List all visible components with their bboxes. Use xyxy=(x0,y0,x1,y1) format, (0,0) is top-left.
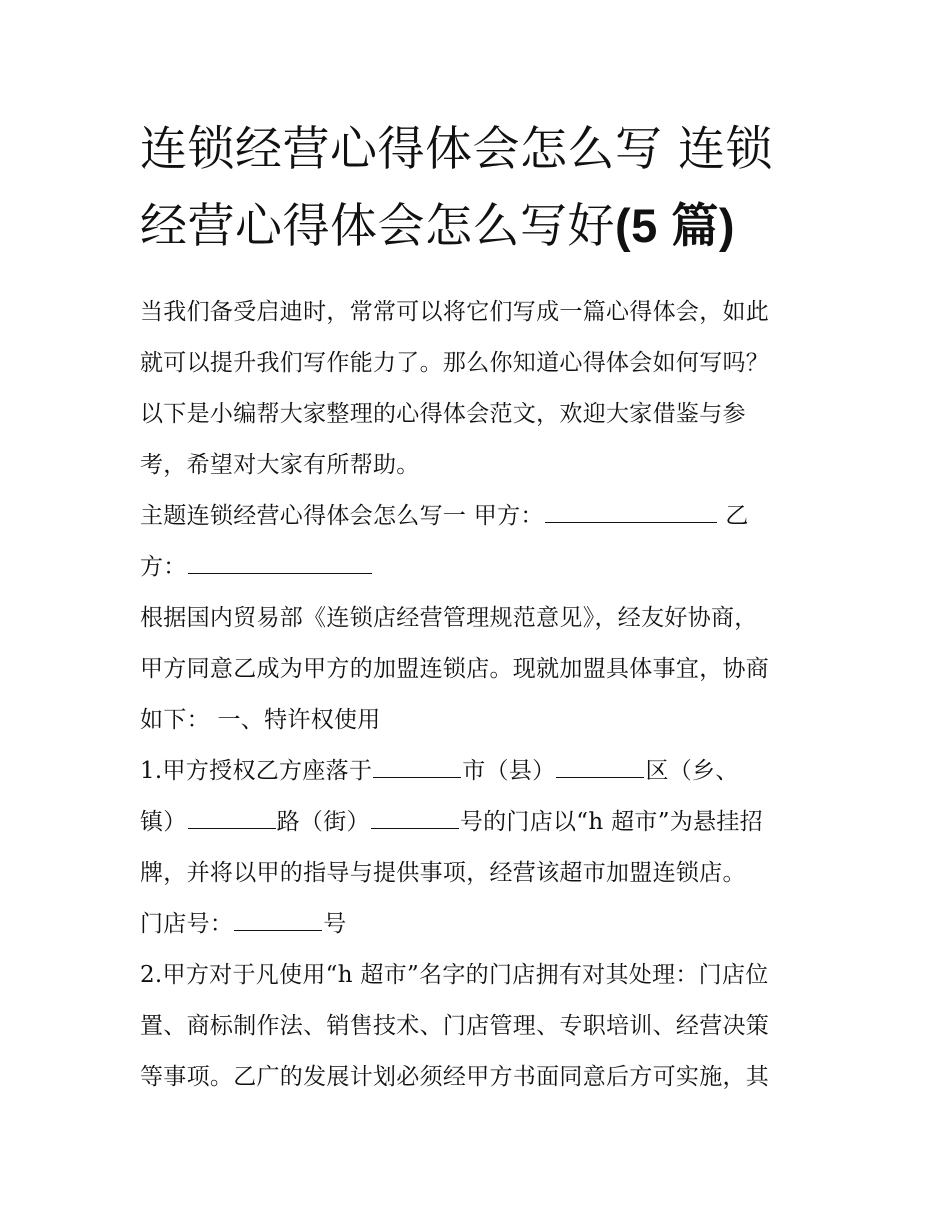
clause-2-line-2: 置、商标制作法、销售技术、门店管理、专职培训、经营决策 xyxy=(140,1013,770,1039)
title-article-count: (5 篇) xyxy=(615,199,735,252)
clause-1-text-a: 1.甲方授权乙方座落于 xyxy=(140,758,373,784)
contract-parties xyxy=(140,491,820,593)
district-blank xyxy=(556,776,644,778)
preamble-line-3: 如下： 一、特许权使用 xyxy=(140,707,381,733)
clause-2-line-1: 2.甲方对于凡使用“h 超市”名字的门店拥有对其处理：门店位 xyxy=(140,962,769,988)
party-b-blank xyxy=(188,572,372,574)
clause-1-text-g: 牌，并将以甲的指导与提供事项，经营该超市加盟连锁店。 xyxy=(140,860,746,886)
intro-line-3: 以下是小编帮大家整理的心得体会范文，欢迎大家借鉴与参 xyxy=(140,401,746,427)
document-body xyxy=(140,287,820,1103)
clause-1 xyxy=(140,746,820,950)
street-blank xyxy=(371,827,459,829)
title-line-2: 经营心得体会怎么写好 xyxy=(140,199,615,254)
intro-line-2: 就可以提升我们写作能力了。那么你知道心得体会如何写吗？ xyxy=(140,350,770,376)
store-number-blank xyxy=(234,929,322,931)
intro-paragraph xyxy=(140,287,820,491)
contract-heading: 主题连锁经营心得体会怎么写一 甲方： xyxy=(140,503,544,529)
clause-2-line-3: 等事项。乙广的发展计划必须经甲方书面同意后方可实施，其 xyxy=(140,1064,770,1090)
contract-preamble xyxy=(140,593,820,746)
preamble-line-1: 根据国内贸易部《连锁店经营管理规范意见》，经友好协商， xyxy=(140,605,758,631)
party-b-label-part1: 乙 xyxy=(725,503,749,529)
title-line-1: 连锁经营心得体会怎么写 连锁 xyxy=(140,122,773,177)
preamble-line-2: 甲方同意乙成为甲方的加盟连锁店。现就加盟具体事宜，协商 xyxy=(140,656,770,682)
document-title xyxy=(140,112,820,265)
store-number-suffix: 号 xyxy=(323,911,347,937)
document-page xyxy=(140,112,820,1103)
clause-1-text-c: 区（乡、 xyxy=(645,758,739,784)
clause-1-text-e: 路（街） xyxy=(276,809,370,835)
town-blank xyxy=(188,827,276,829)
clause-2 xyxy=(140,950,820,1103)
city-blank xyxy=(373,776,461,778)
clause-1-text-f: 号的门店以“h 超市”为悬挂招 xyxy=(459,809,763,835)
intro-line-4: 考，希望对大家有所帮助。 xyxy=(140,452,420,478)
party-b-label-part2: 方： xyxy=(140,554,187,580)
store-number-label: 门店号： xyxy=(140,911,234,937)
clause-1-text-b: 市（县） xyxy=(462,758,556,784)
party-a-blank xyxy=(545,521,717,523)
intro-line-1: 当我们备受启迪时，常常可以将它们写成一篇心得体会，如此 xyxy=(140,299,770,325)
clause-1-text-d: 镇） xyxy=(140,809,187,835)
